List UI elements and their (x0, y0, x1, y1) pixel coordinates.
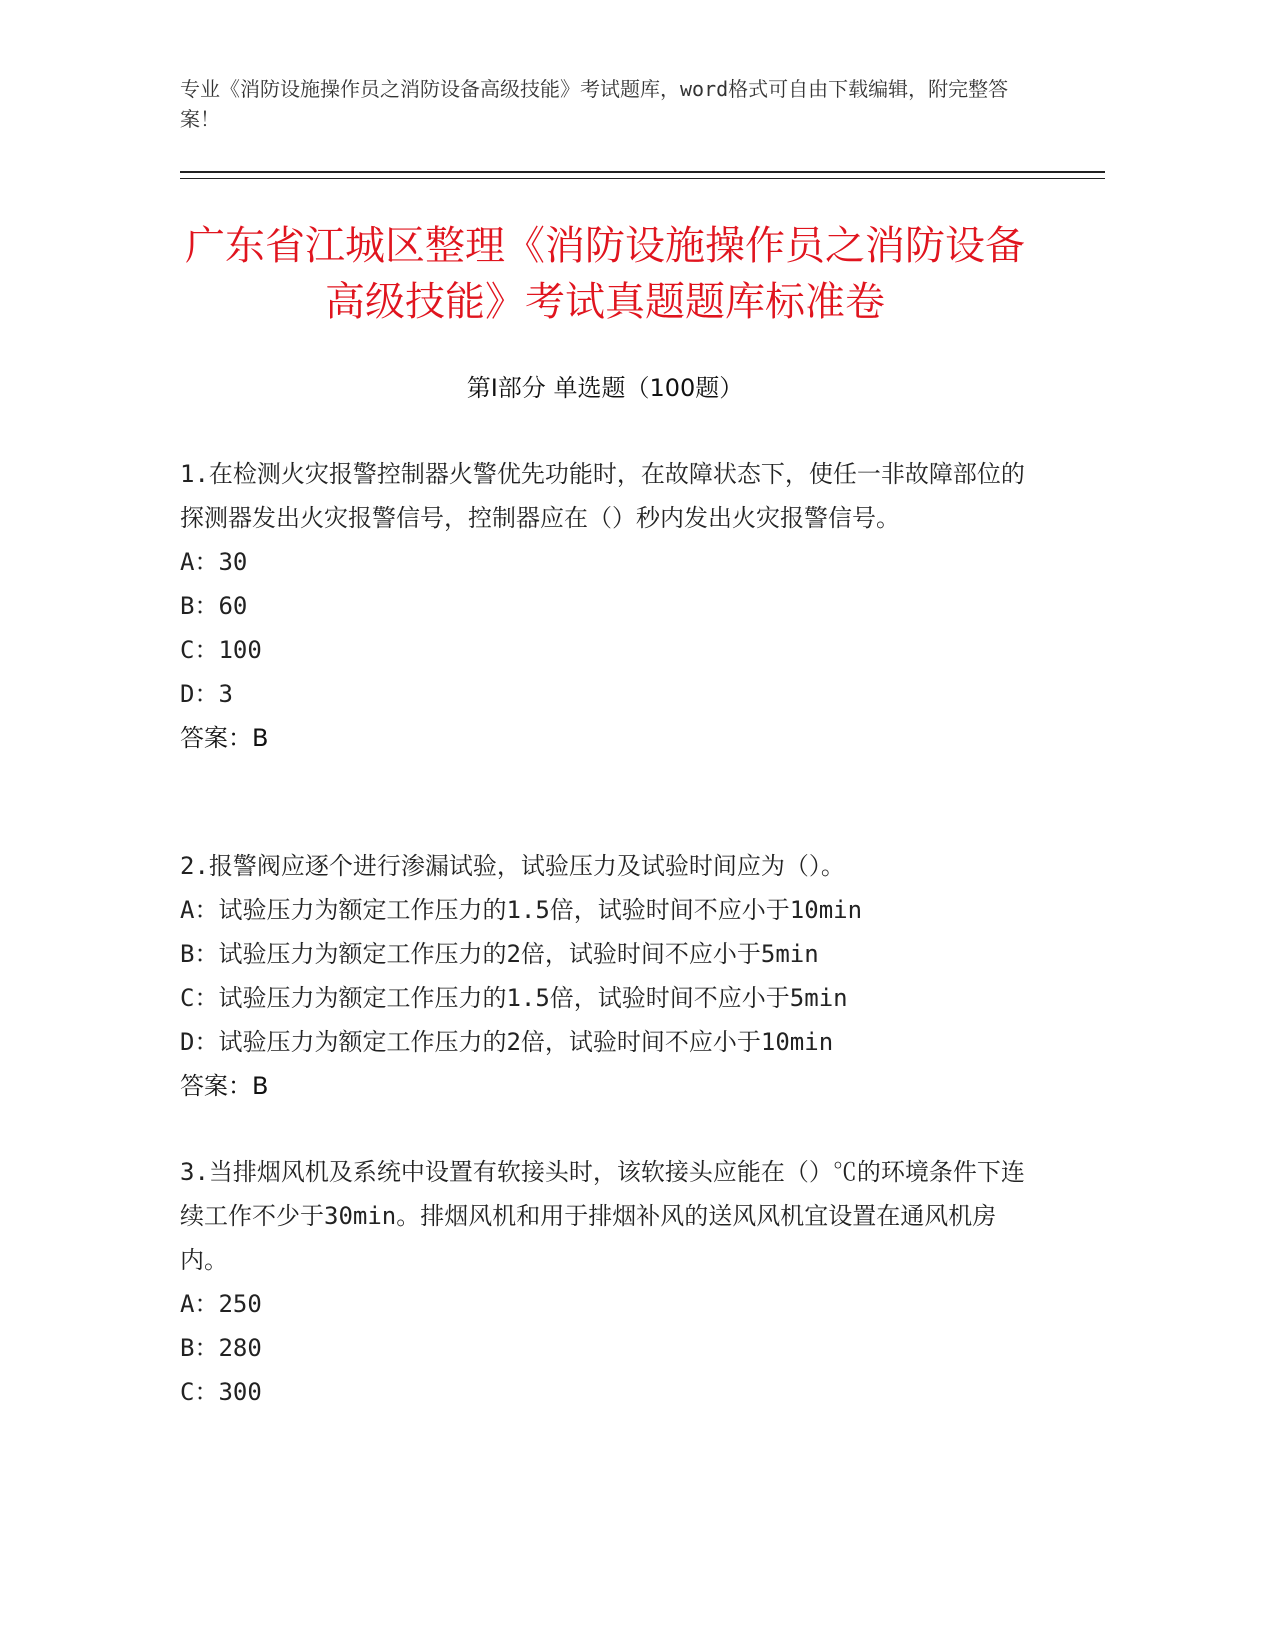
section-title: 第Ⅰ部分 单选题（100题） (466, 374, 744, 402)
header-note: 专业《消防设施操作员之消防设备高级技能》考试题库，word格式可自由下载编辑，附完整答案！ (180, 77, 1009, 131)
question-stem: 2.报警阀应逐个进行渗漏试验，试验压力及试验时间应为（）。 (180, 852, 845, 880)
option-b: B：60 (180, 592, 248, 620)
option-c: C：300 (180, 1378, 262, 1406)
question-stem: 3.当排烟风机及系统中设置有软接头时，该软接头应能在（）℃的环境条件下连续工作不少于30min。排烟风机和用于排烟补风的送风风机宜设置在通风机房内。 (180, 1158, 1025, 1274)
option-a: A：30 (180, 548, 248, 576)
option-a: A：试验压力为额定工作压力的1.5倍，试验时间不应小于10min (180, 896, 863, 924)
option-d: D：3 (180, 680, 233, 708)
option-c: C：100 (180, 636, 262, 664)
question-3 (180, 1150, 1040, 1414)
document-title: 广东省江城区整理《消防设施操作员之消防设备高级技能》考试真题题库标准卷 (185, 223, 1025, 325)
header-divider-thick (180, 171, 1105, 173)
option-b: B：280 (180, 1334, 262, 1362)
question-1 (180, 452, 1040, 760)
option-c: C：试验压力为额定工作压力的1.5倍，试验时间不应小于5min (180, 984, 848, 1012)
question-2 (180, 844, 1040, 1108)
question-stem: 1.在检测火灾报警控制器火警优先功能时，在故障状态下，使任一非故障部位的探测器发出火灾报警信号，控制器应在（）秒内发出火灾报警信号。 (180, 460, 1025, 532)
option-a: A：250 (180, 1290, 262, 1318)
answer: 答案：B (180, 1072, 269, 1100)
option-b: B：试验压力为额定工作压力的2倍，试验时间不应小于5min (180, 940, 819, 968)
option-d: D：试验压力为额定工作压力的2倍，试验时间不应小于10min (180, 1028, 834, 1056)
answer: 答案：B (180, 724, 269, 752)
header-divider-thin (180, 178, 1105, 179)
